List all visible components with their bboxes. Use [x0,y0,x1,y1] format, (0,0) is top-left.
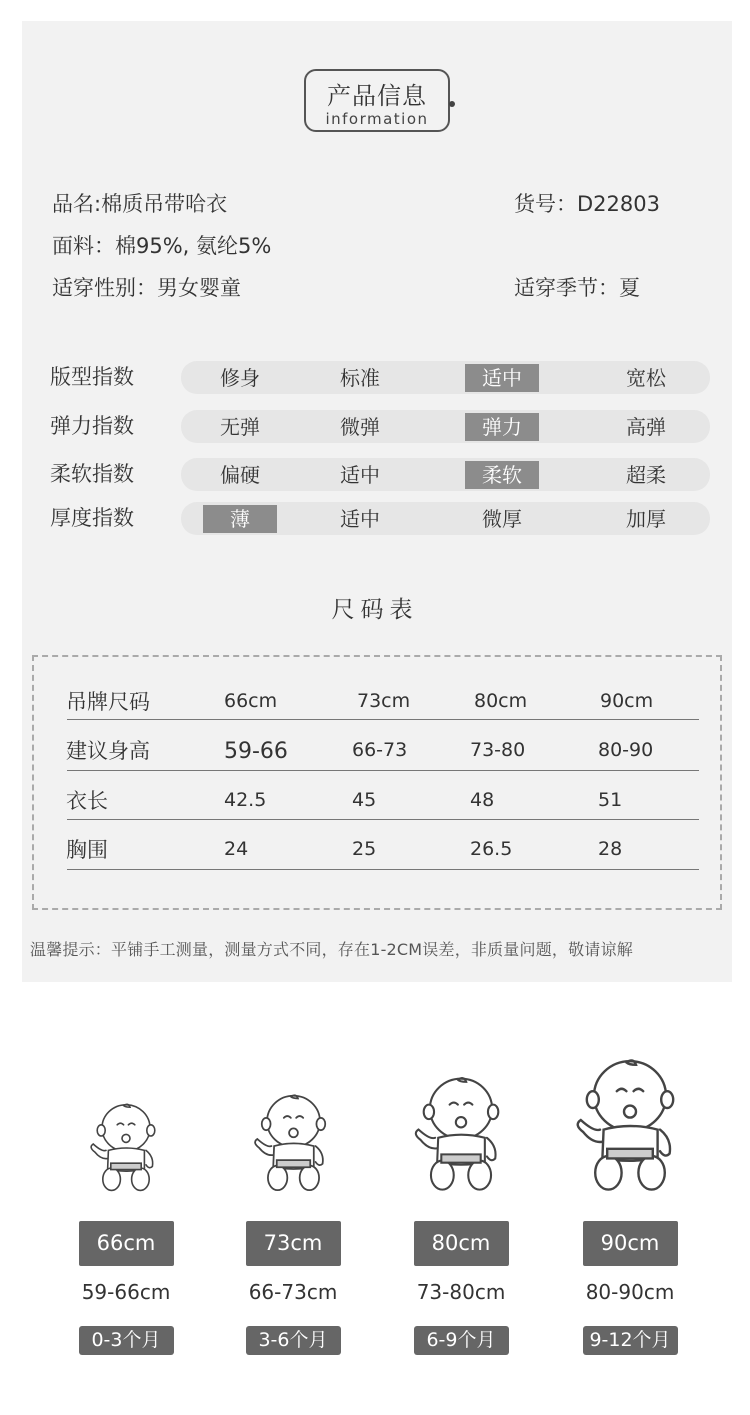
height-range: 66-73cm [248,1280,338,1304]
size-cell: 28 [598,838,623,860]
size-cell: 24 [224,838,249,860]
age-badge: 9-12个月 [583,1326,678,1355]
index-option: 宽松 [626,366,666,390]
size-badge: 90cm [583,1221,678,1266]
baby-illustration [564,1048,696,1192]
size-cell: 66cm [224,690,278,712]
size-cell: 45 [352,789,377,811]
section-subtitle: information [325,110,429,128]
index-option: 微弹 [340,415,380,439]
index-option: 标准 [340,366,380,390]
size-cell: 90cm [600,690,654,712]
section-title: 产品信息 [327,82,427,110]
index-option-selected: 薄 [203,505,277,533]
height-range: 80-90cm [585,1280,675,1304]
size-cell: 26.5 [470,838,513,860]
index-option: 无弹 [220,415,260,439]
index-option: 加厚 [626,507,666,531]
index-option: 偏硬 [220,463,260,487]
index-option-selected: 柔软 [465,461,539,489]
size-cell: 59-66 [224,739,288,764]
index-option-selected: 弹力 [465,413,539,441]
row-divider [67,819,699,820]
height-range: 73-80cm [416,1280,506,1304]
row-divider [67,770,699,771]
baby-illustration [404,1067,518,1192]
suitable-gender: 适穿性别：男女婴童 [52,276,241,300]
item-number: 货号：D22803 [514,192,660,216]
size-row-label: 建议身高 [66,739,150,763]
baby-illustration [245,1086,342,1192]
size-cell: 80-90 [598,739,654,761]
size-cell: 73-80 [470,739,526,761]
index-option: 适中 [340,507,380,531]
size-badge: 73cm [246,1221,341,1266]
size-cell: 42.5 [224,789,267,811]
size-cell: 51 [598,789,623,811]
index-option: 修身 [220,366,260,390]
age-badge: 3-6个月 [246,1326,341,1355]
size-cell: 66-73 [352,739,408,761]
size-cell: 25 [352,838,377,860]
size-chart-title: 尺码表 [331,597,419,623]
baby-illustration [82,1096,170,1192]
index-label: 弹力指数 [50,414,134,438]
index-option: 微厚 [482,507,522,531]
index-label: 厚度指数 [50,506,134,530]
size-cell: 73cm [357,690,411,712]
material: 面料：棉95%, 氨纶5% [52,234,272,258]
size-badge: 66cm [79,1221,174,1266]
product-name: 品名:棉质吊带哈衣 [52,192,228,216]
size-cell: 48 [470,789,495,811]
size-row-label: 衣长 [66,789,108,813]
size-cell: 80cm [474,690,528,712]
height-range: 59-66cm [81,1280,171,1304]
size-row-label: 胸围 [66,838,108,862]
measurement-tip: 温馨提示：平铺手工测量，测量方式不同，存在1-2CM误差，非质量问题，敬请谅解 [30,940,633,959]
index-label: 柔软指数 [50,462,134,486]
size-badge: 80cm [414,1221,509,1266]
size-row-label: 吊牌尺码 [66,690,150,714]
suitable-season: 适穿季节：夏 [514,276,640,300]
index-option-selected: 适中 [465,364,539,392]
age-badge: 0-3个月 [79,1326,174,1355]
row-divider [67,719,699,720]
index-option: 适中 [340,463,380,487]
age-badge: 6-9个月 [414,1326,509,1355]
index-option: 超柔 [626,463,666,487]
index-option: 高弹 [626,415,666,439]
index-label: 版型指数 [50,365,134,389]
row-divider [67,869,699,870]
